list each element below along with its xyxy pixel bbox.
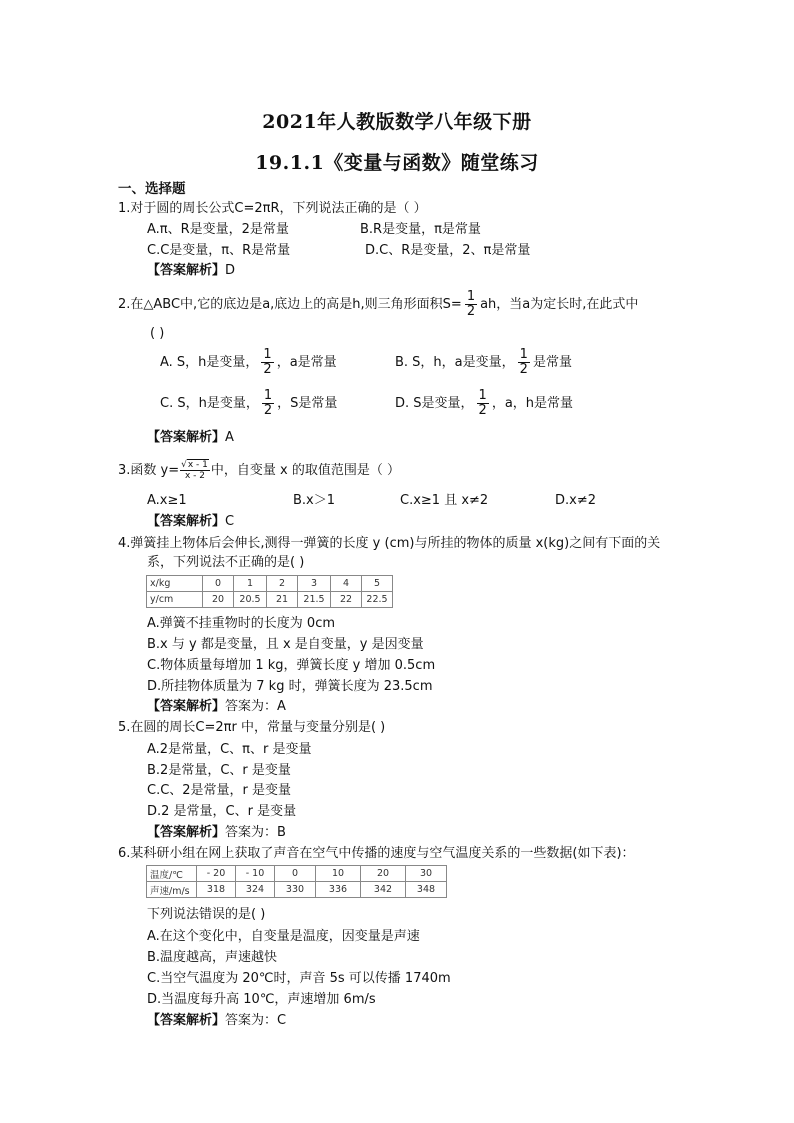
q1-answer	[147, 262, 235, 280]
q4-option-b: B.x 与 y 都是变量，且 x 是自变量，y 是因变量	[147, 637, 424, 652]
q1-stem: 1.对于圆的周长公式C=2πR，下列说法正确的是（ ）	[118, 201, 427, 216]
q6-ask: 下列说法错误的是( )	[147, 907, 266, 922]
q1-option-c: C.C是变量，π、R是常量	[147, 243, 291, 258]
q2-stem-a: 2.在△ABC中,它的底边是a,底边上的高是h,则三角形面积S=	[118, 297, 462, 312]
q6-option-b: B.温度越高，声速越快	[147, 950, 278, 965]
q3-option-c: C.x≥1 且 x≠2	[400, 493, 489, 508]
q3-option-a: A.x≥1	[147, 493, 187, 508]
q1-option-a: A.π、R是变量，2是常量	[147, 222, 289, 237]
q2-stem-b: ah，当a为定长时,在此式中	[480, 297, 639, 312]
q3-option-d: D.x≠2	[555, 493, 596, 508]
q6-data-table	[146, 865, 447, 898]
q4-data-table	[146, 575, 393, 608]
page-title: 2021年人教版数学八年级下册	[262, 111, 532, 133]
fraction-one-half: $\frac{1}{2}$	[466, 289, 476, 319]
table-row: x/kg 0 1 2 3 4 5	[147, 576, 393, 592]
answer-tag: 【答案解析】	[147, 263, 226, 278]
q6-option-a: A.在这个变化中，自变量是温度，因变量是声速	[147, 929, 420, 944]
q2-paren: ( )	[150, 326, 165, 341]
q2-option-c: C. S，h是变量， $\frac{1}{2}$ ，S是常量	[160, 388, 338, 418]
q3-stem: 3.函数 y= $\frac{√x - 1}{x - 2}$ 中，自变量 x 的取值范围是（ ）	[118, 460, 400, 481]
q4-option-d: D.所挂物体质量为 7 kg 时，弹簧长度为 23.5cm	[147, 679, 433, 694]
q5-answer: 【答案解析】答案为：B	[147, 825, 286, 840]
q5-option-d: D.2 是常量，C、r 是变量	[147, 804, 297, 819]
q5-stem: 5.在圆的周长C=2πr 中，常量与变量分别是( )	[118, 720, 386, 735]
fraction-one-half: $\frac{1}{2}$	[263, 388, 273, 418]
q3-option-b: B.x＞1	[293, 493, 336, 508]
q6-answer: 【答案解析】答案为：C	[147, 1013, 287, 1028]
q6-stem: 6.某科研小组在网上获取了声音在空气中传播的速度与空气温度关系的一些数据(如下表)：	[118, 846, 635, 861]
fraction-one-half: $\frac{1}{2}$	[263, 347, 272, 377]
q4-option-c: C.物体质量每增加 1 kg，弹簧长度 y 增加 0.5cm	[147, 658, 436, 673]
q4-option-a: A.弹簧不挂重物时的长度为 0cm	[147, 616, 336, 631]
fraction-one-half: $\frac{1}{2}$	[478, 388, 487, 418]
q2-option-d: D. S是变量， $\frac{1}{2}$ ，a，h是常量	[395, 388, 574, 418]
q3-answer: 【答案解析】C	[147, 514, 235, 529]
q2-option-a: A. S，h是变量， $\frac{1}{2}$ ，a是常量	[160, 347, 337, 377]
page-subtitle: 19.1.1《变量与函数》随堂练习	[255, 152, 539, 174]
q6-option-c: C.当空气温度为 20℃时，声音 5s 可以传播 1740m	[147, 971, 451, 986]
q2-option-b: B. S，h，a是变量， $\frac{1}{2}$ 是常量	[395, 347, 572, 377]
section-heading: 一、选择题	[118, 181, 186, 197]
answer-value: D	[225, 263, 236, 278]
q1-option-b: B.R是变量，π是常量	[360, 222, 481, 237]
q2-stem	[118, 290, 638, 319]
fraction-one-half: $\frac{1}{2}$	[519, 347, 528, 377]
q5-option-b: B.2是常量，C、r 是变量	[147, 763, 291, 778]
q6-option-d: D.当温度每升高 10℃，声速增加 6m/s	[147, 992, 376, 1007]
table-row: 温度/℃ - 20 - 10 0 10 20 30	[147, 866, 447, 882]
radical-fraction: $\frac{√x - 1}{x - 2}$	[181, 460, 208, 481]
q1-option-d: D.C、R是变量，2、π是常量	[365, 243, 531, 258]
table-row: 声速/m/s 318 324 330 336 342 348	[147, 882, 447, 898]
q4-answer: 【答案解析】答案为：A	[147, 699, 286, 714]
q5-option-c: C.C、2是常量，r 是变量	[147, 783, 292, 798]
q2-answer: 【答案解析】A	[147, 430, 234, 445]
q4-stem-line2: 系，下列说法不正确的是( )	[147, 555, 305, 570]
table-row: y/cm 20 20.5 21 21.5 22 22.5	[147, 592, 393, 608]
q4-stem-line1: 4.弹簧挂上物体后会伸长,测得一弹簧的长度 y (cm)与所挂的物体的质量 x(kg)之间有下面的关	[118, 536, 661, 551]
q5-option-a: A.2是常量，C、π、r 是变量	[147, 742, 312, 757]
